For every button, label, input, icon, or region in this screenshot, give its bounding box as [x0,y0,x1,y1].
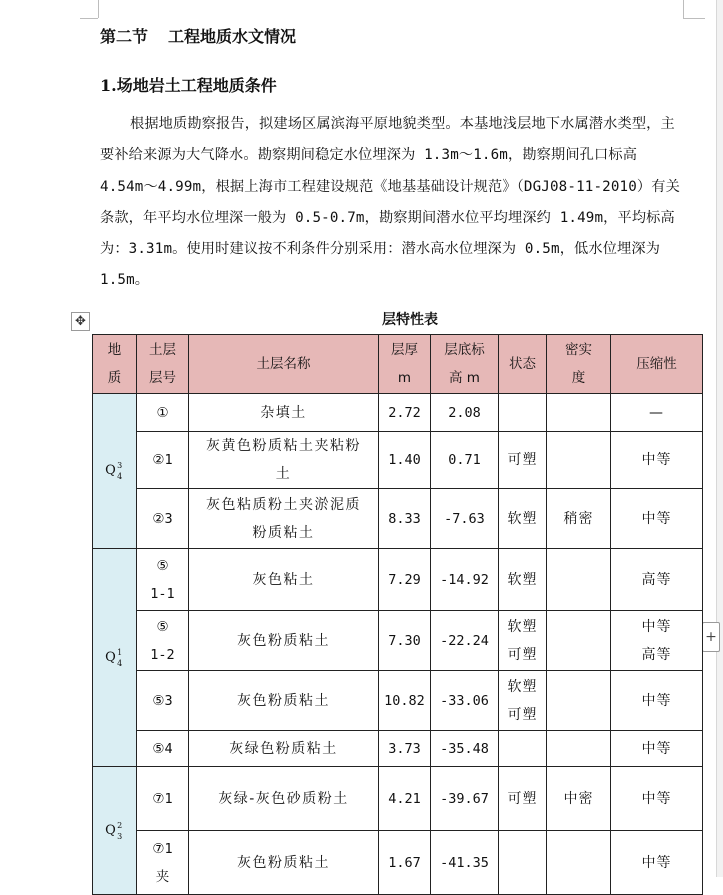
density-cell [547,831,611,895]
density-cell: 稍密 [547,489,611,549]
soil-name-cell: 灰色粘质粉土夹淤泥质 粉质粘土 [189,489,379,549]
add-column-button[interactable]: + [702,622,720,652]
bottom-elevation-cell: 0.71 [431,432,499,489]
density-cell [547,432,611,489]
density-cell [547,549,611,611]
table-row [93,731,703,767]
table-row [93,767,703,831]
bottom-elevation-cell: -35.48 [431,731,499,767]
section-number: 第二节 [100,27,149,46]
layer-number-cell: ⑤3 [137,671,189,731]
header-elevation: 层底标 高 m [431,335,499,394]
density-cell: 中密 [547,767,611,831]
layer-number-cell: ⑤4 [137,731,189,767]
crop-mark-top-right [683,0,684,18]
state-cell: 软塑 可塑 [499,671,547,731]
compressibility-cell: 中等 [611,831,703,895]
soil-name-cell: 灰色粉质粘土 [189,611,379,671]
header-age: 地 质 [93,335,137,394]
compressibility-cell: 中等 [611,671,703,731]
section-heading: 工程地质水文情况 [168,27,297,46]
crop-mark-top-left-h [80,18,98,19]
section-title [100,24,296,47]
layer-number-cell: ⑦1 夹 [137,831,189,895]
table-row [93,831,703,895]
layer-number-cell: ⑤ 1-2 [137,611,189,671]
compressibility-cell: — [611,394,703,432]
soil-name-cell: 灰绿色粉质粘土 [189,731,379,767]
table-header-row [93,335,703,394]
geologic-age-cell [93,549,137,767]
thickness-cell: 7.30 [379,611,431,671]
thickness-cell: 7.29 [379,549,431,611]
compressibility-cell: 中等 [611,489,703,549]
compressibility-cell: 中等 [611,767,703,831]
thickness-cell: 1.67 [379,831,431,895]
compressibility-cell: 中等 [611,731,703,767]
state-cell: 软塑 [499,549,547,611]
header-thickness: 层厚 m [379,335,431,394]
bottom-elevation-cell: -22.24 [431,611,499,671]
state-cell: 软塑 [499,489,547,549]
state-cell [499,731,547,767]
state-cell: 软塑 可塑 [499,611,547,671]
compressibility-cell: 中等 高等 [611,611,703,671]
body-paragraph: 根据地质勘察报告，拟建场区属滨海平原地貌类型。本基地浅层地下水属潜水类型，主要补给来源为大气降水。勘察期间稳定水位埋深为 1.3m～1.6m，勘察期间孔口标高 4.54m～4.99m，根据上海市工程建设规范《地基基础设计规范》（DGJ08-11-2010）有关条款，年平均水位埋深一般为 0.5-0.7m，勘察期间潜水位平均埋深约 1.49m，平均标高为：3.31m。使用时建议按不利条件分别采用：潜水高水位埋深为 0.5m，低水位埋深为 1.5m。 [100,116,680,289]
density-cell [547,394,611,432]
table-row [93,549,703,611]
layer-number-cell: ① [137,394,189,432]
crop-mark-top-right-h [683,18,705,19]
soil-name-cell: 灰色粉质粘土 [189,671,379,731]
bottom-elevation-cell: 2.08 [431,394,499,432]
soil-name-cell: 灰黄色粉质粘土夹粘粉 土 [189,432,379,489]
soil-name-cell: 杂填土 [189,394,379,432]
thickness-cell: 2.72 [379,394,431,432]
table-row [93,489,703,549]
state-cell [499,831,547,895]
soil-name-cell: 灰色粉质粘土 [189,831,379,895]
soil-name-cell: 灰绿-灰色砂质粉土 [189,767,379,831]
bottom-elevation-cell: -39.67 [431,767,499,831]
state-cell: 可塑 [499,432,547,489]
density-cell [547,671,611,731]
compressibility-cell: 中等 [611,432,703,489]
subsection-title: 1.场地岩土工程地质条件 [100,76,277,95]
geologic-age-label: Q 2 3 [105,820,123,841]
bottom-elevation-cell: -7.63 [431,489,499,549]
compressibility-cell: 高等 [611,549,703,611]
header-density: 密实 度 [547,335,611,394]
thickness-cell: 3.73 [379,731,431,767]
table-row [93,432,703,489]
table-move-handle-icon[interactable]: ✥ [71,312,90,331]
thickness-cell: 10.82 [379,671,431,731]
geologic-age-label: Q 1 4 [105,647,123,668]
strata-table [92,334,703,895]
thickness-cell: 1.40 [379,432,431,489]
state-cell [499,394,547,432]
layer-number-cell: ②3 [137,489,189,549]
scrollbar[interactable] [716,0,723,877]
header-compressibility: 压缩性 [611,335,703,394]
layer-number-cell: ⑤ 1-1 [137,549,189,611]
thickness-cell: 4.21 [379,767,431,831]
density-cell [547,611,611,671]
table-row [93,671,703,731]
bottom-elevation-cell: -14.92 [431,549,499,611]
soil-name-cell: 灰色粘土 [189,549,379,611]
header-layer: 土层 层号 [137,335,189,394]
bottom-elevation-cell: -41.35 [431,831,499,895]
state-cell: 可塑 [499,767,547,831]
crop-mark-top-left [98,0,99,18]
bottom-elevation-cell: -33.06 [431,671,499,731]
layer-number-cell: ⑦1 [137,767,189,831]
header-name: 土层名称 [189,335,379,394]
layer-number-cell: ②1 [137,432,189,489]
geologic-age-label: Q 3 4 [105,461,123,481]
density-cell [547,731,611,767]
geologic-age-cell [93,767,137,895]
table-row [93,394,703,432]
thickness-cell: 8.33 [379,489,431,549]
table-title: 层特性表 [382,312,438,328]
table-row [93,611,703,671]
geologic-age-cell [93,394,137,549]
header-state: 状态 [499,335,547,394]
